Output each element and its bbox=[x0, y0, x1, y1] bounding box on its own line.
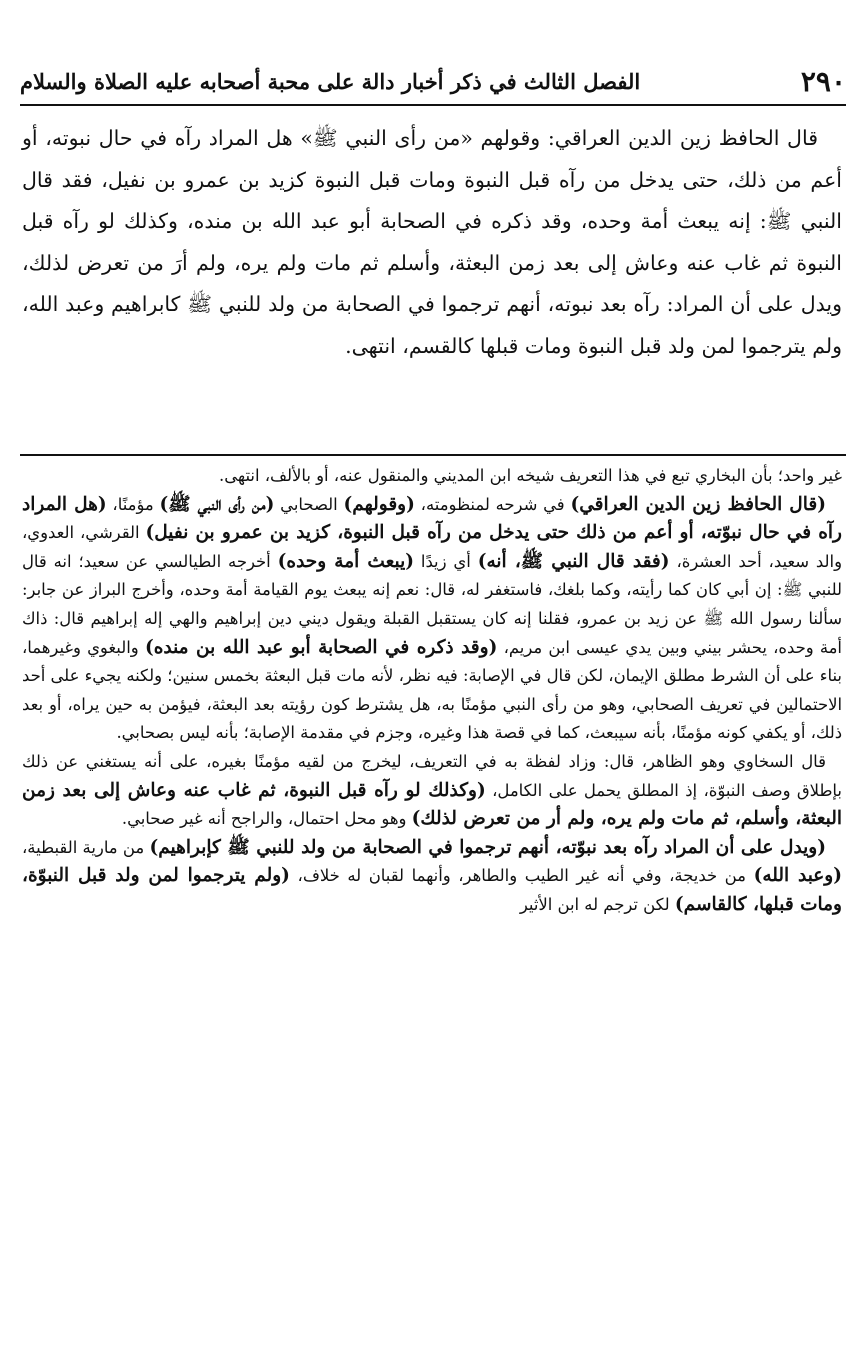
commentary-text: القرشي، العدوي، والد سعيد، أحد العشرة، bbox=[22, 523, 843, 571]
page-number: ٢٩٠ bbox=[800, 64, 846, 98]
commentary-text: الصحابي bbox=[274, 494, 344, 514]
quoted-text: (يبعث أمة وحده) bbox=[277, 550, 414, 572]
commentary-paragraph bbox=[22, 748, 842, 834]
commentary-text: من خديجة، وفي أنه غير الطيب والطاهر، وأنهما لقبان له خلاف، bbox=[289, 866, 754, 886]
commentary-text: في شرحه لمنظومته، bbox=[414, 494, 571, 514]
commentary-text: أخرجه الطيالسي عن سعيد؛ انه قال للنبي ﷺ: إن أبي كان كما رأيته، وكما بلغك، فاستغفر له، قال: نعم إنه يبعث يوم القيامة أمة وحده، وأخرج البراز عن جابر: سألنا رسول الله ﷺ عن زيد بن عمرو، فقلنا إنه كان يستقبل القبلة ويقول ديني دين إبراهيم والهي إله إبراهيم قال: ذاك أمة وحده، يحشر بيني وبين يدي عيسى ابن مريم، bbox=[22, 551, 842, 657]
quoted-text: (ولم يترجموا لمن ولد قبل النبوّة، ومات قبلها، كالقاسم) bbox=[22, 865, 842, 915]
commentary-separator bbox=[20, 454, 846, 456]
quoted-text: (وقد ذكره في الصحابة أبو عبد الله بن منده) bbox=[144, 636, 498, 658]
quoted-text: (ويدل على أن المراد رآه بعد نبوّته، أنهم ترجموا في الصحابة من ولد للنبي ﷺ كإبراهيم) bbox=[149, 836, 826, 858]
quoted-text: (هل المراد رآه في حال نبوّته، أو أعم من ذلك حتى يدخل من رآه قبل النبوة، كزيد بن عمرو بن نفيل) bbox=[22, 493, 842, 544]
commentary-continuation: غير واحد؛ بأن البخاري تبع في هذا التعريف شيخه ابن المديني والمنقول عنه، أو بالألف، انتهى. bbox=[219, 466, 842, 485]
commentary-text: لكن ترجم له ابن الأثير bbox=[519, 894, 675, 914]
commentary-paragraph bbox=[22, 834, 842, 920]
commentary-text: والبغوي وغيرهما، بناء على أن الشرط مطلق الإيمان، لكن قال في الإصابة: فيه نظر، لأنه مات قبل البعثة بخمس سنين؛ ولكنه يجيء على أحد الاحتمالين في تعريف الصحابي، وهو من رأى النبي مؤمنًا به، هل يشترط كون رؤيته بعد البعثة، فيؤمن به حين يراه، أو بعد ذلك، أو يكفي كونه مؤمنًا، بأنه سيبعث، كما في قصة هذا وغيره، وجزم في مقدمة الإصابة؛ بأنه ليس بصحابي. bbox=[22, 637, 842, 743]
running-title: الفصل الثالث في ذكر أخبار دالة على محبة أصحابه عليه الصلاة والسلام bbox=[20, 68, 641, 94]
quoted-text: (من رأى النبي ﷺ) bbox=[159, 493, 275, 515]
header-rule bbox=[20, 104, 846, 106]
commentary-paragraph bbox=[22, 491, 842, 748]
page-header bbox=[20, 60, 846, 102]
quoted-text: (فقد قال النبي ﷺ، أنه) bbox=[477, 550, 670, 572]
commentary bbox=[22, 462, 842, 920]
commentary-text: وهو محل احتمال، والراجح أنه غير صحابي. bbox=[121, 809, 412, 829]
commentary-text: مؤمنًا، bbox=[106, 494, 160, 514]
quoted-text: (وقولهم) bbox=[343, 493, 415, 515]
quoted-text: (قال الحافظ زين الدين العراقي) bbox=[570, 493, 826, 515]
main-text bbox=[22, 118, 842, 367]
quoted-text: (وعبد الله) bbox=[753, 865, 842, 887]
commentary-text: أي زيدًا bbox=[413, 551, 478, 571]
commentary-text: من مارية القبطية، bbox=[22, 837, 150, 857]
commentary-text: قال السخاوي وهو الظاهر، قال: وزاد لفظة به في التعريف، ليخرج من لقيه مؤمنًا بغيره، على أنه يستغني عن ذلك بإطلاق وصف النبوّة، إذ المطلق يحمل على الكامل، bbox=[22, 751, 842, 800]
quoted-text: (وكذلك لو رآه قبل النبوة، ثم غاب عنه وعاش إلى بعد زمن البعثة، وأسلم، ثم مات ولم يره، ولم أر من تعرض لذلك) bbox=[22, 779, 842, 830]
main-paragraph: قال الحافظ زين الدين العراقي: وقولهم «من رأى النبي ﷺ» هل المراد رآه في حال نبوته، أو أعم من ذلك، حتى يدخل من رآه قبل النبوة ومات قبل النبوة كزيد بن عمرو بن نفيل، فقد قال النبي ﷺ: إنه يبعث أمة وحده، وقد ذكره في الصحابة أبو عبد الله بن منده، وكذلك لو رآه قبل النبوة ثم غاب عنه وعاش إلى بعد زمن البعثة، وأسلم ثم مات ولم يره، ولم أرَ من تعرض لذلك، ويدل على أن المراد: رآه بعد نبوته، أنهم ترجموا في الصحابة من ولد للنبي ﷺ كابراهيم وعبد الله، ولم يترجموا لمن ولد قبل النبوة ومات قبلها كالقسم، انتهى. bbox=[22, 126, 842, 358]
